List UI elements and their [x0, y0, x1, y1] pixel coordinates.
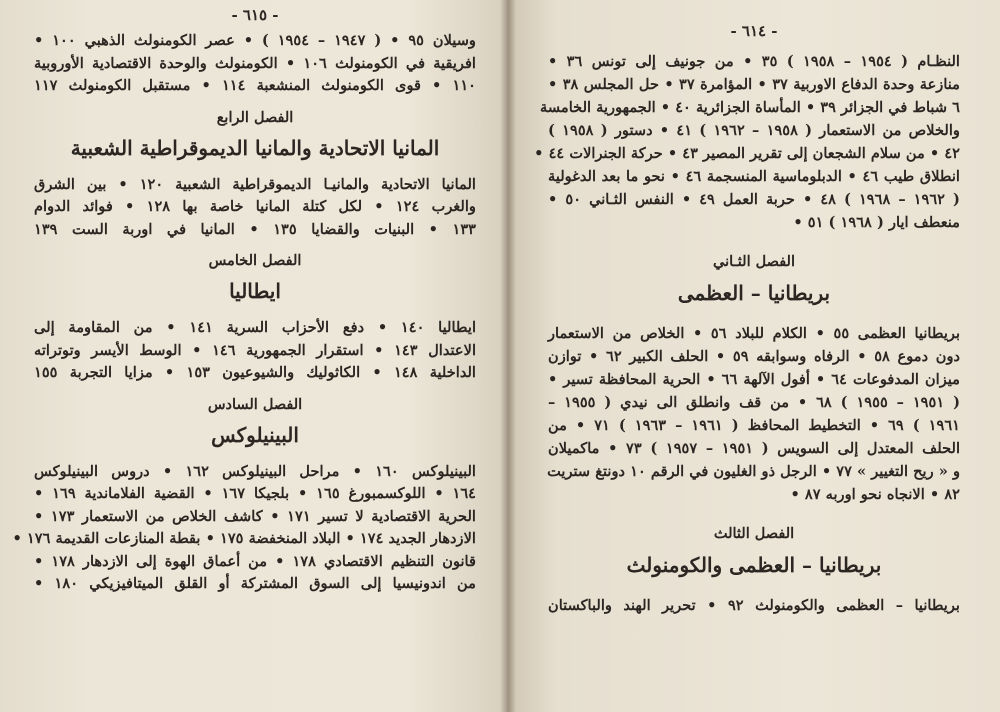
text-line: ميزان المدفوعات ٦٤ • أفول الآلهة ٦٦ • الحرية المحافظة تسير •: [548, 371, 960, 388]
text-line: ( ١٩٦٢ – ١٩٦٨ ) ٤٨ • حربة العمل ٤٩ • النفس الثـاني ٥٠ •: [548, 191, 960, 208]
text-line: ٨٢ • الانجاه نحو اوربه ٨٧ •: [790, 486, 960, 503]
page-number: - ٦١٥ -: [231, 6, 279, 24]
intro-paragraph: [534, 50, 960, 234]
chapter-label: الفصل الثـاني: [713, 253, 795, 270]
text-line: منازعة وحدة الدفاع الاوربية ٣٧ • المؤامرة ٣٧ • حل المجلس ٣٨ •: [548, 76, 960, 93]
text-line: ١١٠ • قوى الكومنولث المنشعبة ١١٤ • مستقبل الكومنولث ١١٧: [34, 77, 476, 94]
text-line: ( ١٩٥١ – ١٩٥٥ ) ٦٨ • من قف وانطلق الى نيدي ( ١٩٥٥ –: [548, 394, 960, 411]
text-line: وسيلان ٩٥ • ( ١٩٤٧ – ١٩٥٤ ) • عصر الكومنولث الذهبي ١٠٠ •: [34, 32, 476, 49]
text-line: ١٦٤ • اللوكسمبورغ ١٦٥ • بلجيكا ١٦٧ • القضية الفلاماندية ١٦٩ •: [34, 485, 477, 502]
text-line: الاعتدال ١٤٣ • استقرار الجمهورية ١٤٦ • الوسط الأيسر وتوتراته: [34, 341, 476, 359]
text-line: النظـام ( ١٩٥٤ – ١٩٥٨ ) ٣٥ • من جونيف إلى تونس ٣٦ •: [548, 53, 960, 70]
text-line: بريطانيا العظمى ٥٥ • الكلام للبلاد ٥٦ • الخلاص من الاستعمار: [548, 325, 960, 342]
book-gutter: [500, 0, 516, 712]
chapter-label: الفصل الرابع: [216, 108, 294, 126]
text-line: الداخلية ١٤٨ • الكاثوليك والشيوعيون ١٥٣ • مزايا التجربة ١٥٥: [34, 364, 476, 381]
chapter-label: الفصل الخامس: [208, 252, 302, 269]
text-line: البينيلوكس ١٦٠ • مراحل البينيلوكس ١٦٢ • دروس البينيلوكس: [34, 462, 476, 480]
text-line: والغرب ١٢٤ • لكل كتلة المانيا خاصة بها ١٢٨ • فوائد الدوام: [34, 198, 476, 215]
chapter-title: بريطانيا – العظمى: [677, 281, 831, 305]
chapter-title: بريطانيا – العظمى والكومنولث: [626, 553, 882, 577]
text-line: ٤٢ • من سلام الشجعان إلى تقرير المصير ٤٣ • حركة الجنرالات ٤٤ •: [534, 145, 960, 162]
text-line: دون دموع ٥٨ • الرفاه وسوابقه ٥٩ • الحلف الكبير ٦٢ • توازن: [548, 348, 960, 365]
text-line: من اندونيسيا إلى السوق المشتركة أو القلق الميتافيزيكي ١٨٠ •: [34, 575, 476, 592]
chapter-section: [34, 104, 476, 242]
text-line: المانيا الاتحادية والمانيـا الديموقراطية الشعبية ١٢٠ • بين الشرق: [34, 175, 476, 193]
text-line: و « ريح التغيير » ٧٧ • الرجل ذو الغليون في الرقم ١٠ دونتغ ستريت: [547, 463, 960, 480]
chapter-section: [12, 391, 477, 596]
text-line: انطلاق طيب ٤٦ • الدبلوماسية المنسجمة ٤٦ • نحو ما بعد الدغولية: [548, 168, 960, 185]
text-line: بريطانيا – العظمى والكومنولث ٩٢ • تحرير الهند والباكستان: [548, 597, 960, 614]
chapter-section: [34, 247, 476, 385]
text-line: ١٣٣ • البنيات والقضايا ١٣٥ • المانيا في اوربة الست ١٣٩: [34, 220, 476, 238]
chapter-title: البينيلوكس: [211, 422, 299, 447]
page-number: - ٦١٤ -: [730, 22, 778, 40]
intro-paragraph: [34, 30, 476, 98]
text-line: الازدهار الجديد ١٧٤ • البلاد المنخفضة ١٧٥ • بقطة المنازعات القديمة ١٧٦ •: [12, 530, 476, 547]
text-line: ١٩٦١ ) ٦٩ • التخطيط المحافظ ( ١٩٦١ – ١٩٦٣ ) ٧١ • من: [548, 417, 961, 434]
chapter-title: المانيا الاتحادية والمانيا الديموقراطية الشعبية: [70, 135, 440, 160]
text-line: الحرية الاقتصادية لا تسير ١٧١ • كاشف الخلاص من الاستعمار ١٧٣ •: [34, 507, 476, 525]
text-line: قانون التنظيم الاقتصادي ١٧٨ • من أعماق الهوة إلى الازدهار ١٧٨ •: [34, 552, 476, 570]
text-line: افريقية في الكومنولث ١٠٦ • الكومنولث والوحدة الاقتصادية الأوروبية: [34, 54, 476, 72]
text-line: الحلف المعتدل إلى السويس ( ١٩٥١ – ١٩٥٧ ) ٧٣ • ماكميلان: [548, 440, 960, 457]
text-line: منعطف ايار ( ١٩٦٨ ) ٥١ •: [793, 214, 960, 231]
chapter-section: [548, 248, 960, 506]
text-line: ٦ شباط في الجزائر ٣٩ • المأساة الجزائرية ٤٠ • الجمهورية الخامسة: [540, 99, 960, 116]
text-line: والخلاص من الاستعمار ( ١٩٥٨ – ١٩٦٢ ) ٤١ • دستور ( ١٩٥٨ ): [548, 122, 960, 139]
chapter-section: [548, 520, 960, 617]
text-line: ايطاليا ١٤٠ • دفع الأحزاب السرية ١٤١ • من المقاومة إلى: [34, 319, 476, 336]
chapter-label: الفصل الثالث: [713, 525, 795, 542]
chapter-title: ايطاليا: [229, 279, 281, 303]
right-page: [508, 0, 1000, 712]
chapter-label: الفصل السادس: [207, 395, 303, 413]
